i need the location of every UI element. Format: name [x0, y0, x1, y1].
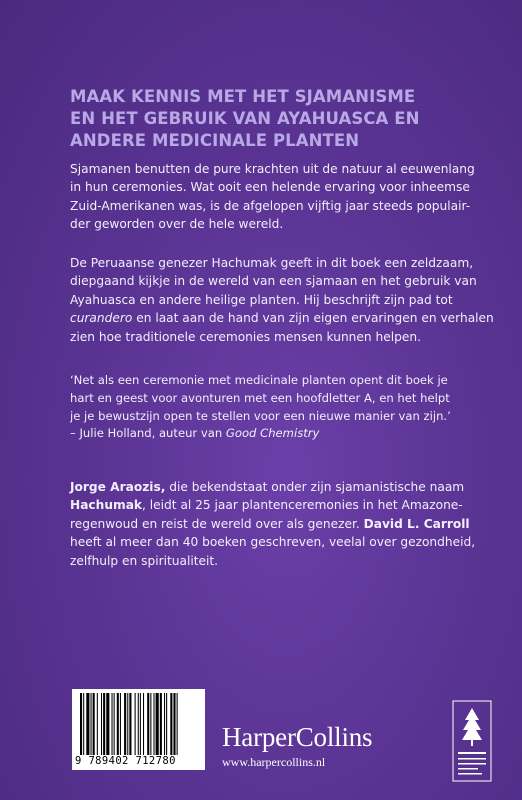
fsc-logo-icon	[452, 700, 492, 782]
intro-paragraph	[70, 160, 490, 234]
intro-line-4: der geworden over de hele wereld.	[70, 217, 284, 232]
quote-line-1: ‘Net als een ceremonie met medicinale planten opent dit boek je	[70, 373, 448, 387]
heading-line-3: ANDERE MEDICINALE PLANTEN	[70, 131, 360, 150]
quote-attribution	[70, 425, 490, 443]
bio-line-1-rest: die bekendstaat onder zijn sjamanistische naam	[165, 480, 465, 494]
author-bio	[70, 478, 490, 570]
bio-line-4: heeft al meer dan 40 boeken geschreven, veelal over gezondheid,	[70, 535, 476, 550]
heading-line-1: MAAK KENNIS MET HET SJAMANISME	[70, 87, 416, 106]
description-line-2: diepgaand kijkje in de wereld van een sjamaan en het gebruik van	[70, 274, 477, 289]
publisher-logo: HarperCollins	[222, 722, 373, 752]
cover-heading	[70, 86, 500, 152]
isbn-digits: 9 789402 712780	[75, 755, 176, 767]
bio-line-2	[70, 496, 490, 514]
barcode-bars	[80, 693, 197, 755]
author-name-jorge: Jorge Araozis,	[70, 480, 166, 494]
bio-line-5: zelfhulp en spiritualiteit.	[70, 553, 219, 568]
bio-line-3-start: regenwoud en reist de wereld over als genezer.	[70, 516, 364, 531]
endorsement-quote	[70, 372, 490, 443]
quote-line-3: je je bewustzijn open te stellen voor een nieuwe manier van zijn.’	[70, 408, 451, 423]
description-paragraph	[70, 254, 494, 346]
author-alias-hachumak: Hachumak	[70, 498, 143, 513]
description-line-4	[70, 309, 494, 327]
bio-line-1	[70, 478, 490, 496]
attribution-text: – Julie Holland, auteur van	[70, 426, 226, 441]
bio-line-3	[70, 515, 490, 533]
curandero-term: curandero	[70, 311, 133, 326]
description-line-5: zien hoe traditionele ceremonies mensen kunnen helpen.	[70, 329, 421, 344]
heading-line-2: EN HET GEBRUIK VAN AYAHUASCA EN	[70, 109, 420, 128]
intro-line-2: in hun ceremonies. Wat ooit een helende ervaring voor inheemse	[70, 180, 470, 195]
author-name-david: David L. Carroll	[363, 516, 470, 531]
attribution-book-title: Good Chemistry	[225, 426, 320, 441]
intro-line-3: Zuid-Amerikanen was, is de afgelopen vijftig jaar steeds populair-	[70, 198, 471, 213]
intro-line-1: Sjamanen benutten de pure krachten uit de natuur al eeuwenlang	[70, 162, 475, 176]
description-line-3: Ayahuasca en andere heilige planten. Hij beschrijft zijn pad tot	[70, 292, 453, 307]
quote-line-2: hart en geest voor avonturen met een hoofdletter A, en het helpt	[70, 390, 450, 405]
description-line-4-rest: en laat aan de hand van zijn eigen ervaringen en verhalen	[132, 311, 494, 326]
isbn-barcode	[72, 689, 205, 770]
description-line-1: De Peruaanse genezer Hachumak geeft in dit boek een zeldzaam,	[70, 256, 474, 270]
publisher-website: www.harpercollins.nl	[222, 755, 326, 769]
bio-line-2-rest: , leidt al 25 jaar plantenceremonies in het Amazone-	[142, 498, 463, 513]
